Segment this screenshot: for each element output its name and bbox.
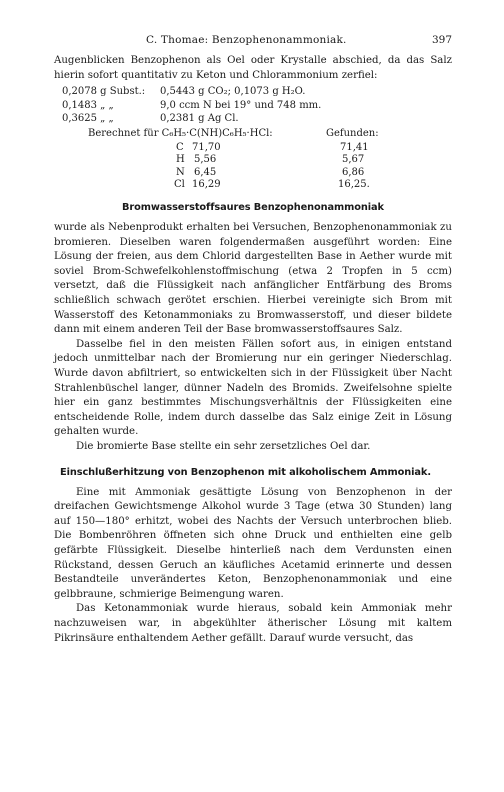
analysis-row — [54, 112, 452, 126]
body-paragraph: wurde als Nebenprodukt erhalten bei Versuchen, Benzophenonammoniak zu bromieren. Dieselben waren folgendermaßen ausgeführt worden: Eine Lösung der freien, aus dem Chlorid dargestellten Base in Aether wurde mit soviel Brom-Schwefelkohlenstoffmischung (etwa 2 Tropfen in 5 ccm) versetzt, daß die Flüssigkeit nach anfänglicher Entfärbung des Broms schließlich schwach gerötet erschien. Hierbei vereinigte sich Brom mit Wasserstoff des Ketonammoniaks zu Bromwasserstoff, und dieser bildete dann mit einem anderen Teil der Base bromwasserstoffsaures Salz. — [54, 222, 452, 336]
section-heading: Bromwasserstoffsaures Benzophenonammoniak — [122, 202, 384, 214]
element-symbol: C — [176, 141, 184, 153]
analysis-row — [54, 85, 452, 99]
calculation-label: Berechnet für C₆H₅·C(NH)C₆H₅·HCl: — [88, 127, 273, 139]
calculation-header — [54, 128, 452, 142]
found-value: 6,86 — [342, 166, 365, 178]
analysis-result: 0,5443 g CO₂; 0,1073 g H₂O. — [160, 86, 306, 98]
found-value: 5,67 — [342, 154, 365, 166]
calculation-row — [54, 167, 452, 180]
element-symbol: H — [176, 154, 185, 166]
body-paragraph: Die bromierte Base stellte ein sehr zersetzliches Oel dar. — [76, 440, 371, 452]
page-number: 397 — [431, 34, 452, 46]
intro-paragraph: Augenblicken Benzophenon als Oel oder Krystalle abschied, da das Salz hierin sofort quantitativ zu Keton und Chlorammonium zerfiel: — [54, 55, 452, 81]
calculated-value: 71,70 — [192, 141, 221, 153]
calculation-row — [54, 142, 452, 155]
body-paragraph: Das Ketonammoniak wurde hieraus, sobald kein Ammoniak mehr nachzuweisen war, in abgekühlter ätherischer Lösung mit kaltem Pikrinsäure enthaltendem Aether gefällt. Darauf wurde versucht, das — [54, 603, 452, 644]
analysis-result: 0,2381 g Ag Cl. — [160, 113, 239, 125]
calculated-value: 5,56 — [194, 154, 217, 166]
calculated-value: 16,29 — [192, 179, 221, 191]
found-value: 16,25. — [338, 179, 370, 191]
calculation-block — [54, 128, 452, 192]
body-paragraph: Dasselbe fiel in den meisten Fällen sofort aus, in einigen entstand jedoch unmittelbar nach der Bromierung nur ein geringer Niederschlag. Wurde davon abfiltriert, so entwickelten sich in der Flüssigkeit über Nacht Strahlenbüschel langer, dünner Nadeln des Bromids. Zweifelsohne spielte hier ein ganz bestimmtes Mischungsverhältnis der Flüssigkeiten eine entscheidende Rolle, indem durch dasselbe das Salz einige Zeit in Lösung gehalten wurde. — [54, 338, 452, 438]
calculation-row — [54, 179, 452, 192]
section-heading: Einschlußerhitzung von Benzophenon mit alkoholischem Ammoniak. — [60, 466, 431, 478]
element-symbol: Cl — [174, 179, 185, 191]
calculated-value: 6,45 — [194, 166, 217, 178]
found-value: 71,41 — [340, 141, 369, 153]
element-symbol: N — [176, 166, 185, 178]
analysis-row — [54, 99, 452, 113]
analysis-amount: 0,1483 „ „ — [62, 99, 114, 111]
analysis-amount: 0,2078 g Subst.: — [62, 86, 146, 98]
body-paragraph: Eine mit Ammoniak gesättigte Lösung von Benzophenon in der dreifachen Gewichtsmenge Alkohol wurde 3 Tage (etwa 30 Stunden) lang auf 150—180° erhitzt, wobei des Nachts der Versuch unterbrochen blieb. Die Bombenröhren öffneten sich ohne Druck und enthielten eine gelb gefärbte Flüssigkeit. Dieselbe hinterließ nach dem Verdunsten einen Rückstand, dessen Geruch an käufliches Acetamid erinnerte und dessen Bestandteile unverändertes Keton, Benzophenonammoniak und eine gelbbraune, schmierige Beimengung waren. — [54, 486, 452, 600]
analysis-amount: 0,3625 „ „ — [62, 113, 114, 125]
calculation-row — [54, 154, 452, 167]
page — [54, 34, 452, 646]
analysis-result: 9,0 ccm N bei 19° und 748 mm. — [160, 99, 322, 111]
found-label: Gefunden: — [326, 127, 379, 139]
running-header — [54, 34, 452, 52]
running-title: C. Thomae: Benzophenonammoniak. — [146, 34, 347, 46]
analysis-block — [54, 85, 452, 126]
